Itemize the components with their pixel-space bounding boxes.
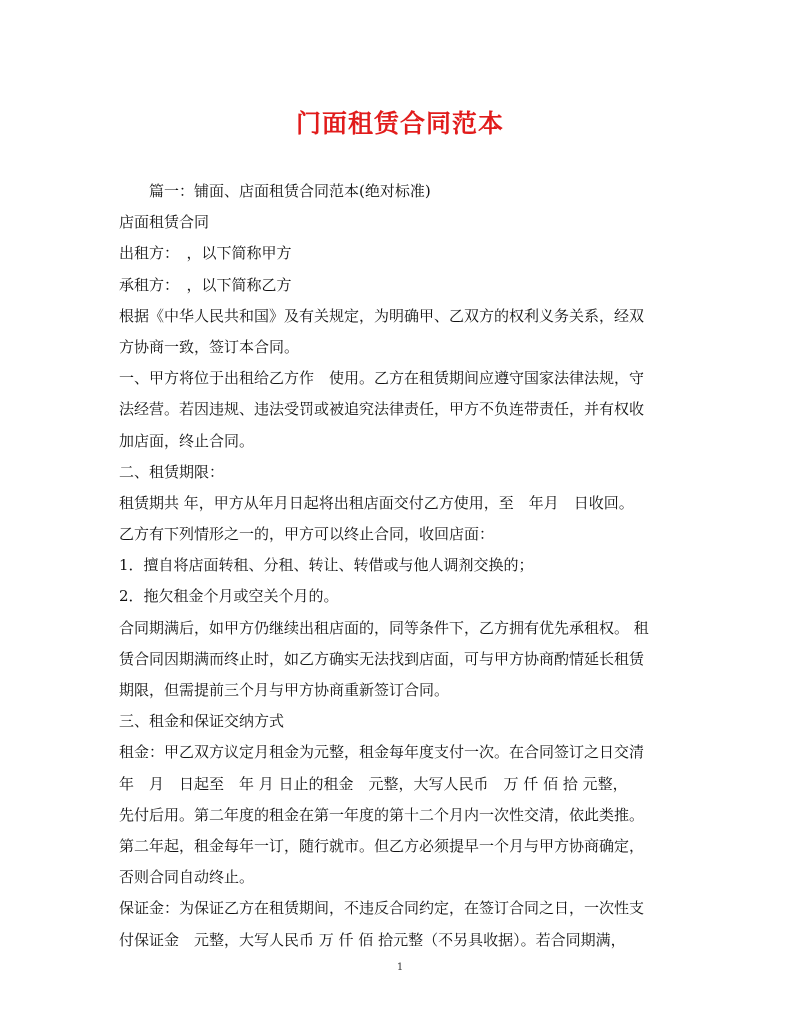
paragraph-line: 第二年起，租金每年一订，随行就市。但乙方必须提早一个月与甲方协商确定， — [119, 836, 645, 855]
paragraph-line: 2．拖欠租金个月或空关个月的。 — [119, 587, 339, 606]
paragraph-line: 赁合同因期满而终止时，如乙方确实无法找到店面，可与甲方协商酌情延长租赁 — [119, 649, 645, 668]
paragraph-line: 合同期满后，如甲方仍继续出租店面的，同等条件下，乙方拥有优先承租权。 租 — [119, 618, 649, 637]
paragraph-line: 1．擅自将店面转租、分租、转让、转借或与他人调剂交换的； — [119, 556, 534, 575]
paragraph-line: 三、租金和保证交纳方式 — [119, 712, 285, 731]
paragraph-line: 法经营。若因违规、违法受罚或被追究法律责任，甲方不负连带责任，并有权收 — [119, 400, 645, 419]
paragraph-line: 店面租赁合同 — [119, 213, 210, 232]
paragraph-line: 年 月 日起至 年 月 日止的租金 元整，大写人民币 万 仟 佰 拾 元整， — [119, 774, 628, 793]
paragraph-line: 二、租赁期限： — [119, 462, 225, 481]
paragraph-line: 付保证金 元整，大写人民币 万 仟 佰 拾元整（不另具收据）。若合同期满， — [119, 930, 626, 949]
page-number: 1 — [396, 962, 404, 973]
paragraph-line: 出租方： ，以下简称甲方 — [119, 244, 292, 263]
paragraph-line: 根据《中华人民共和国》及有关规定，为明确甲、乙双方的权利义务关系，经双 — [119, 306, 645, 325]
paragraph-line: 先付后用。第二年度的租金在第一年度的第十二个月内一次性交清，依此类推。 — [119, 805, 645, 824]
document-body — [119, 176, 679, 956]
paragraph-line: 否则合同自动终止。 — [119, 868, 255, 887]
paragraph-line: 保证金：为保证乙方在租赁期间，不违反合同约定，在签订合同之日，一次性支 — [119, 899, 645, 918]
paragraph-line: 承租方： ，以下简称乙方 — [119, 275, 292, 294]
paragraph-line: 一、甲方将位于出租给乙方作 使用。乙方在租赁期间应遵守国家法律法规，守 — [119, 369, 645, 388]
document-title: 门面租赁合同范本 — [295, 109, 504, 138]
paragraph-line: 方协商一致，签订本合同。 — [119, 337, 300, 356]
paragraph-line: 篇一：铺面、店面租赁合同范本(绝对标准) — [119, 182, 431, 200]
paragraph-line: 租赁期共 年，甲方从年月日起将出租店面交付乙方使用，至 年月 日收回。 — [119, 493, 634, 512]
paragraph-line: 期限，但需提前三个月与甲方协商重新签订合同。 — [119, 681, 450, 699]
paragraph-line: 加店面，终止合同。 — [119, 431, 255, 450]
paragraph-line: 租金：甲乙双方议定月租金为元整，租金每年度支付一次。在合同签订之日交清 — [119, 743, 645, 762]
paragraph-line: 乙方有下列情形之一的，甲方可以终止合同，收回店面： — [119, 525, 495, 544]
